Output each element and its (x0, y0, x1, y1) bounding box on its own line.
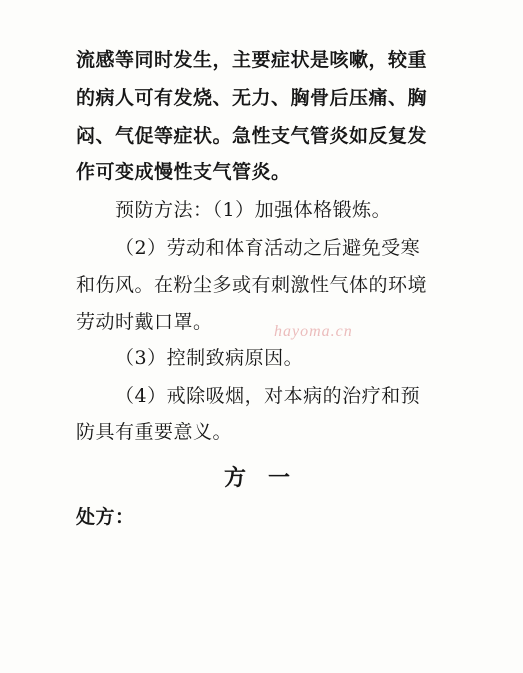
text-line: 和伤风。在粉尘多或有刺激性气体的环境 (76, 274, 428, 296)
text-line: （4）戒除吸烟，对本病的治疗和预 (115, 385, 421, 407)
text-line: （3）控制致病原因。 (115, 347, 304, 369)
text-line: 作可变成慢性支气管炎。 (76, 161, 291, 183)
text-line: 防具有重要意义。 (76, 421, 233, 443)
text-line: （2）劳动和体育活动之后避免受寒 (115, 237, 421, 259)
prescription-label: 处方： (76, 506, 135, 528)
text-line: 预防方法：（1）加强体格锻炼。 (115, 199, 392, 221)
section-title: 方一 (224, 465, 313, 491)
text-line: 闷、气促等症状。急性支气管炎如反复发 (76, 125, 428, 147)
text-line: 的病人可有发烧、无力、胸骨后压痛、胸 (76, 87, 428, 109)
text-line: 流感等同时发生，主要症状是咳嗽，较重 (76, 49, 428, 71)
text-line: 劳动时戴口罩。 (76, 311, 213, 333)
watermark: hayoma.cn (274, 323, 353, 340)
